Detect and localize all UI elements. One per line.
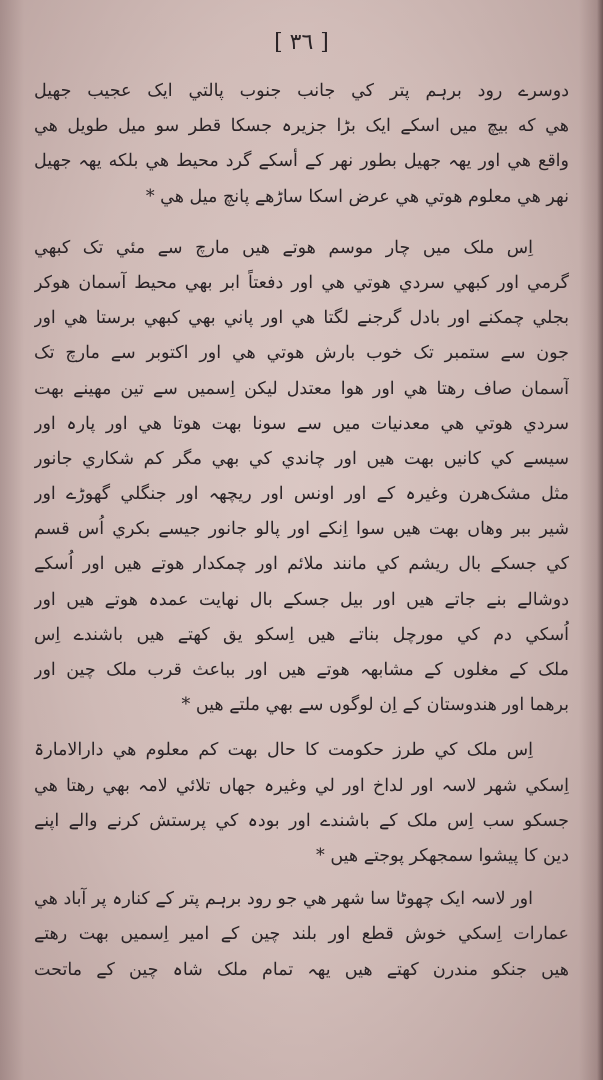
text-line: کي جسکے بال ريشم کي مانند ملائم اور چمکدار هوتے هيں اور اُسکے xyxy=(34,554,569,575)
text-line: آسمان صاف رهتا هي اور هوا معتدل ليکن اِسميں سے تين مهينے بهت xyxy=(34,378,569,399)
text-line: دين کا پيشوا سمجهکر پوجتے هيں * xyxy=(316,845,569,866)
text-line: هيں جنکو مندرن کهتے هيں يهہ تمام ملک شاہ چين کے ماتحت xyxy=(34,959,569,980)
text-line: هي که بيچ ميں اسکے ايک بڑا جزيرہ جسکا قطر سو ميل طويل هي xyxy=(34,116,569,137)
text-line: دوسرے رود برہم پتر کي جانب جنوب پالتي ايک عجيب جهيل xyxy=(34,81,569,101)
text-line: جون سے ستمبر تک خوب بارش هوتي هي اور اکتوبر سے مارچ تک xyxy=(34,343,569,364)
text-line: اِس ملک ميں چار موسم هوتے هيں مارچ سے مئي تک کبهي xyxy=(34,237,533,258)
text-line: ملک کے مغلوں کے مشابهہ هوتے هيں اور بباعث قرب ملک چين اور xyxy=(34,660,569,680)
paragraph-government xyxy=(34,733,569,874)
paragraph-lake xyxy=(34,74,569,215)
text-line: گرمي اور کبهي سردي هوتي هي اور دفعتاً ابر بهي محيط آسمان هوکر xyxy=(34,272,569,293)
text-line: جسکو سب اِس ملک کے باشندے اور بودہ کي پرستش کرنے والے اپنے xyxy=(34,810,569,831)
text-line: دوشالے بنے جاتے هيں اور بيل جسکے بال نهايت عمدہ هوتے هيں اور xyxy=(34,589,569,610)
text-line: اُسکي دم کي مورچل بناتے هيں اِسکو يق کهتے هيں باشندے اِس xyxy=(34,624,569,645)
text-line: بجلي چمکنے اور بادل گرجنے لگتا هي اور پاني بهي کبهي برستا هي اور xyxy=(34,308,569,329)
text-line: شير ببر وهاں بهت هيں سوا اِنکے اور پالو جانور جيسے بکري اُس قسم xyxy=(34,519,569,540)
paragraph-lhasa xyxy=(34,882,569,988)
paragraph-climate xyxy=(34,231,569,724)
text-line: برهما اور هندوستان کے اِن لوگوں سے بهي ملتے هيں * xyxy=(181,695,569,716)
text-line: اِس ملک کي طرز حکومت کا حال بهت کم معلوم هي دارالامارۃ xyxy=(34,740,533,761)
text-line: نهر هي معلوم هوتي هي عرض اسکا ساڑهے پانچ ميل هي * xyxy=(145,186,569,207)
text-line: واقع هي اور يهہ جهيل بطور نهر کے أسکے گرد محيط هي بلکه يهہ جهيل xyxy=(34,151,569,172)
text-line: اور لاسہ ايک چهوٹا سا شهر هي جو رود برہم پتر کے کنارہ پر آباد هي xyxy=(34,889,533,910)
text-line: اِسکي شهر لاسہ اور لداخ اور لي وغيرہ جهاں تلائي لامہ بهي رهتا هي xyxy=(34,775,569,796)
page-body xyxy=(34,74,569,988)
text-line: عمارات اِسکي خوش قطع اور بلند چين کے امير اِسميں بهت رهتے xyxy=(34,924,569,945)
text-line: سردي هوتي هي معدنيات ميں سے سونا بهت هوتا هي اور پارہ اور xyxy=(34,413,569,434)
text-line: مثل مشک‌هرن وغيرہ کے اور اونس اور ريچهہ اور جنگلي گهوڑے اور xyxy=(34,484,569,505)
page-number: [ ٣٦ ] xyxy=(274,30,329,55)
text-line: سيسے کي کانيں بهت هيں اور چاندي کي بهي مگر کم شکاري جانور xyxy=(34,448,569,469)
